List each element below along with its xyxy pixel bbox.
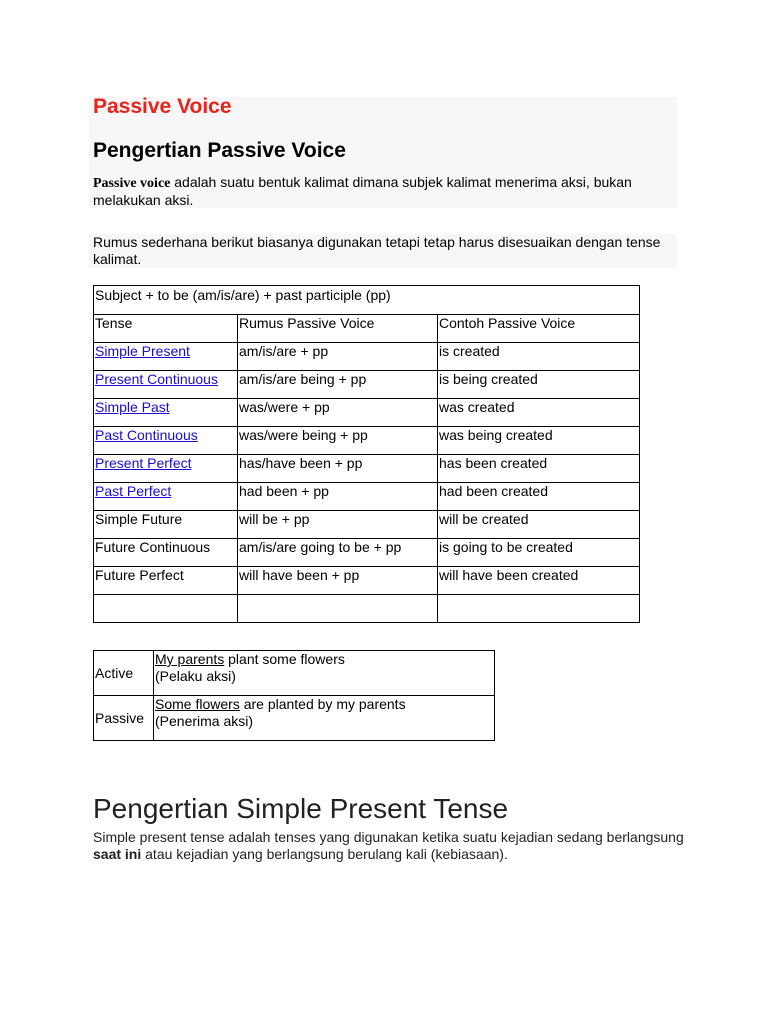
active-note: (Pelaku aksi): [155, 668, 236, 684]
tense-cell: [94, 343, 238, 371]
rumus-cell: had been + pp: [238, 483, 438, 511]
example-cell: will be created: [438, 511, 640, 539]
table-row: [94, 286, 640, 315]
tense-cell: Future Perfect: [94, 567, 238, 595]
table-row: [94, 483, 640, 511]
tense-link-past-continuous[interactable]: Past Continuous: [95, 427, 198, 443]
example-cell: was being created: [438, 427, 640, 455]
simple-present-text-1: Simple present tense adalah tenses yang digunakan ketika suatu kejadian sedang berlangsung: [93, 829, 684, 845]
passive-example: [154, 696, 495, 741]
table-row: [94, 567, 640, 595]
table-row: [94, 455, 640, 483]
tense-cell: [94, 371, 238, 399]
table-row: [94, 511, 640, 539]
simple-present-bold: saat ini: [93, 846, 142, 862]
table-row: [94, 696, 495, 741]
table-row: [94, 315, 640, 343]
tense-cell: Simple Future: [94, 511, 238, 539]
example-cell: was created: [438, 399, 640, 427]
empty-cell: [438, 595, 640, 623]
rumus-paragraph: Rumus sederhana berikut biasanya digunakan tetapi tetap harus disesuaikan dengan tense kalimat.: [93, 234, 661, 267]
section-heading-simple-present: Pengertian Simple Present Tense: [93, 793, 509, 824]
formula-table: [93, 285, 640, 623]
example-cell: is being created: [438, 371, 640, 399]
active-subject: My parents: [155, 651, 225, 667]
example-cell: had been created: [438, 483, 640, 511]
header-cell: Rumus Passive Voice: [238, 315, 438, 343]
tense-link-past-perfect[interactable]: Past Perfect: [95, 483, 172, 499]
example-cell: has been created: [438, 455, 640, 483]
tense-link-present-perfect[interactable]: Present Perfect: [95, 455, 192, 471]
header-cell: Contoh Passive Voice: [438, 315, 640, 343]
page-title: Passive Voice: [93, 95, 232, 118]
active-label: Active: [94, 651, 154, 696]
passive-label: Passive: [94, 696, 154, 741]
simple-present-text-2: atau kejadian yang berlangsung berulang kali (kebiasaan).: [141, 846, 508, 862]
active-rest: plant some flowers: [224, 651, 345, 667]
passive-note: (Penerima aksi): [155, 713, 254, 729]
empty-cell: [94, 595, 238, 623]
example-cell: is going to be created: [438, 539, 640, 567]
rumus-cell: was/were + pp: [238, 399, 438, 427]
intro-rest: adalah suatu bentuk kalimat dimana subjek kalimat menerima aksi, bukan melakukan aksi.: [93, 174, 632, 208]
empty-cell: [238, 595, 438, 623]
intro-term: Passive voice: [93, 176, 171, 191]
table-row: [94, 399, 640, 427]
tense-cell: Future Continuous: [94, 539, 238, 567]
header-cell: Tense: [94, 315, 238, 343]
tense-cell: [94, 455, 238, 483]
rumus-cell: has/have been + pp: [238, 455, 438, 483]
table-row: [94, 343, 640, 371]
table-row: [94, 371, 640, 399]
example-cell: is created: [438, 343, 640, 371]
tense-link-present-continuous[interactable]: Present Continuous: [95, 371, 218, 387]
table-row: [94, 651, 495, 696]
tense-link-simple-present[interactable]: Simple Present: [95, 343, 190, 359]
example-cell: will have been created: [438, 567, 640, 595]
intro-paragraph: [93, 174, 678, 209]
passive-subject: Some flowers: [155, 696, 240, 712]
formula-caption: Subject + to be (am/is/are) + past participle (pp): [94, 286, 640, 315]
rumus-cell: will be + pp: [238, 511, 438, 539]
rumus-cell: am/is/are + pp: [238, 343, 438, 371]
rumus-cell: was/were being + pp: [238, 427, 438, 455]
tense-link-simple-past[interactable]: Simple Past: [95, 399, 170, 415]
tense-cell: [94, 427, 238, 455]
section-heading-passive: Pengertian Passive Voice: [93, 139, 346, 162]
simple-present-paragraph: [93, 829, 693, 863]
rumus-cell: will have been + pp: [238, 567, 438, 595]
voice-example-table: [93, 650, 495, 741]
tense-cell: [94, 399, 238, 427]
table-row: [94, 539, 640, 567]
passive-rest: are planted by my parents: [239, 696, 406, 712]
active-example: [154, 651, 495, 696]
table-row-empty: [94, 595, 640, 623]
tense-cell: [94, 483, 238, 511]
rumus-cell: am/is/are being + pp: [238, 371, 438, 399]
table-row: [94, 427, 640, 455]
rumus-cell: am/is/are going to be + pp: [238, 539, 438, 567]
